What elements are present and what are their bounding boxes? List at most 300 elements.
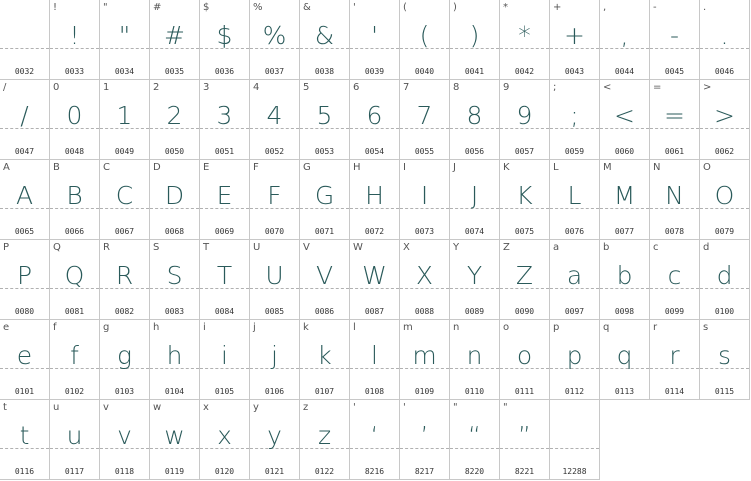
glyph-sample: B bbox=[66, 181, 83, 210]
glyph-sample: 7 bbox=[416, 101, 433, 130]
glyph-code: 0113 bbox=[614, 387, 635, 396]
glyph-label: ' bbox=[353, 2, 356, 13]
glyph-cell bbox=[150, 80, 200, 160]
glyph-cell bbox=[250, 0, 300, 80]
glyph-sample: c bbox=[667, 261, 682, 290]
glyph-label: l bbox=[353, 322, 356, 333]
glyph-sample: e bbox=[16, 341, 33, 370]
glyph-label: / bbox=[3, 82, 7, 93]
glyph-code: 0067 bbox=[114, 227, 135, 236]
glyph-label: 9 bbox=[503, 82, 510, 93]
glyph-cell bbox=[0, 160, 50, 240]
glyph-label: H bbox=[353, 162, 361, 173]
glyph-code: 0101 bbox=[14, 387, 35, 396]
glyph-label: X bbox=[403, 242, 410, 253]
glyph-label: ' bbox=[403, 402, 406, 413]
glyph-sample: " bbox=[118, 21, 131, 50]
glyph-label: 2 bbox=[153, 82, 160, 93]
glyph-label: Q bbox=[53, 242, 61, 253]
glyph-cell bbox=[200, 400, 250, 480]
glyph-cell bbox=[0, 400, 50, 480]
glyph-cell bbox=[150, 160, 200, 240]
glyph-cell bbox=[300, 80, 350, 160]
glyph-cell bbox=[350, 240, 400, 320]
glyph-cell bbox=[400, 80, 450, 160]
glyph-sample: * bbox=[518, 21, 531, 50]
glyph-code: 0090 bbox=[514, 307, 535, 316]
glyph-code: 0107 bbox=[314, 387, 335, 396]
glyph-label: e bbox=[3, 322, 10, 333]
glyph-cell bbox=[250, 80, 300, 160]
glyph-cell bbox=[550, 240, 600, 320]
glyph-code: 0046 bbox=[714, 67, 735, 76]
glyph-sample: 4 bbox=[266, 101, 283, 130]
glyph-label: N bbox=[653, 162, 661, 173]
glyph-code: 0114 bbox=[664, 387, 685, 396]
glyph-code: 0071 bbox=[314, 227, 335, 236]
glyph-label: a bbox=[553, 242, 560, 253]
glyph-label: V bbox=[303, 242, 310, 253]
glyph-cell bbox=[600, 240, 650, 320]
glyph-sample: q bbox=[616, 341, 633, 370]
glyph-code: 0083 bbox=[164, 307, 185, 316]
glyph-label: 3 bbox=[203, 82, 210, 93]
glyph-code: 0081 bbox=[64, 307, 85, 316]
glyph-sample: G bbox=[314, 181, 335, 210]
glyph-sample: a bbox=[566, 261, 583, 290]
glyph-sample: s bbox=[717, 341, 732, 370]
glyph-code: 0111 bbox=[514, 387, 535, 396]
glyph-cell bbox=[300, 400, 350, 480]
glyph-sample: V bbox=[315, 261, 334, 290]
glyph-sample: t bbox=[19, 421, 30, 450]
glyph-code: 8221 bbox=[514, 467, 535, 476]
glyph-label: ' bbox=[353, 402, 356, 413]
glyph-label: J bbox=[453, 162, 456, 173]
glyph-label: 6 bbox=[353, 82, 360, 93]
glyph-cell bbox=[600, 160, 650, 240]
glyph-code: 0060 bbox=[614, 147, 635, 156]
glyph-sample: f bbox=[70, 341, 79, 370]
glyph-label: i bbox=[203, 322, 206, 333]
glyph-sample: > bbox=[714, 101, 735, 130]
glyph-cell bbox=[50, 0, 100, 80]
glyph-sample: # bbox=[164, 21, 185, 50]
glyph-cell bbox=[250, 160, 300, 240]
glyph-code: 0068 bbox=[164, 227, 185, 236]
glyph-sample: x bbox=[217, 421, 232, 450]
glyph-cell bbox=[50, 400, 100, 480]
glyph-code: 0073 bbox=[414, 227, 435, 236]
glyph-cell bbox=[500, 160, 550, 240]
glyph-cell bbox=[200, 0, 250, 80]
glyph-code: 0040 bbox=[414, 67, 435, 76]
glyph-code: 0049 bbox=[114, 147, 135, 156]
glyph-sample: h bbox=[166, 341, 183, 370]
glyph-label: " bbox=[503, 402, 508, 413]
glyph-sample bbox=[550, 418, 599, 454]
glyph-cell bbox=[550, 0, 600, 80]
glyph-sample: / bbox=[20, 101, 29, 130]
glyph-sample: K bbox=[516, 181, 533, 210]
glyph-label: Y bbox=[453, 242, 460, 253]
glyph-sample: - bbox=[669, 21, 680, 50]
glyph-code: 0117 bbox=[64, 467, 85, 476]
glyph-sample: H bbox=[365, 181, 384, 210]
glyph-sample: = bbox=[664, 101, 685, 130]
glyph-cell bbox=[450, 320, 500, 400]
glyph-cell bbox=[200, 80, 250, 160]
glyph-code: 0051 bbox=[214, 147, 235, 156]
glyph-code: 0098 bbox=[614, 307, 635, 316]
glyph-cell bbox=[200, 320, 250, 400]
glyph-label: q bbox=[603, 322, 610, 333]
glyph-cell bbox=[400, 400, 450, 480]
glyph-code: 0070 bbox=[264, 227, 285, 236]
glyph-label: h bbox=[153, 322, 160, 333]
glyph-label: > bbox=[703, 82, 712, 93]
glyph-cell bbox=[300, 0, 350, 80]
glyph-sample: ' bbox=[371, 21, 378, 50]
glyph-sample: k bbox=[317, 341, 332, 370]
glyph-label: # bbox=[153, 2, 162, 13]
glyph-label: = bbox=[653, 82, 662, 93]
glyph-label: L bbox=[553, 162, 559, 173]
glyph-cell bbox=[550, 80, 600, 160]
glyph-code: 0032 bbox=[14, 67, 35, 76]
glyph-label: $ bbox=[203, 2, 210, 13]
glyph-label: d bbox=[703, 242, 710, 253]
glyph-cell bbox=[150, 400, 200, 480]
glyph-sample: E bbox=[216, 181, 233, 210]
glyph-label: 1 bbox=[103, 82, 110, 93]
glyph-label: r bbox=[653, 322, 658, 333]
glyph-label: T bbox=[203, 242, 210, 253]
glyph-cell bbox=[350, 400, 400, 480]
glyph-code: 0055 bbox=[414, 147, 435, 156]
glyph-sample: F bbox=[267, 181, 282, 210]
glyph-code: 8216 bbox=[364, 467, 385, 476]
glyph-code: 0072 bbox=[364, 227, 385, 236]
glyph-sample: 2 bbox=[166, 101, 183, 130]
glyph-code: 0102 bbox=[64, 387, 85, 396]
glyph-cell bbox=[500, 320, 550, 400]
glyph-label: 7 bbox=[403, 82, 410, 93]
glyph-cell bbox=[0, 320, 50, 400]
glyph-sample: b bbox=[616, 261, 633, 290]
glyph-sample bbox=[0, 18, 49, 54]
glyph-cell bbox=[550, 400, 600, 480]
glyph-cell bbox=[200, 240, 250, 320]
glyph-cell bbox=[100, 160, 150, 240]
glyph-label: y bbox=[253, 402, 259, 413]
glyph-label: j bbox=[253, 322, 256, 333]
glyph-label: % bbox=[253, 2, 263, 13]
glyph-code: 0053 bbox=[314, 147, 335, 156]
glyph-code: 8217 bbox=[414, 467, 435, 476]
glyph-cell bbox=[250, 400, 300, 480]
glyph-sample: J bbox=[470, 181, 479, 210]
glyph-label: m bbox=[403, 322, 413, 333]
glyph-code: 0065 bbox=[14, 227, 35, 236]
glyph-label: O bbox=[703, 162, 711, 173]
glyph-code: 0089 bbox=[464, 307, 485, 316]
glyph-cell bbox=[550, 320, 600, 400]
glyph-label: C bbox=[103, 162, 110, 173]
glyph-sample: z bbox=[317, 421, 332, 450]
glyph-label: & bbox=[303, 2, 311, 13]
glyph-cell bbox=[650, 160, 700, 240]
glyph-sample: T bbox=[216, 261, 233, 290]
glyph-sample: A bbox=[15, 181, 34, 210]
glyph-sample: W bbox=[362, 261, 387, 290]
glyph-cell bbox=[250, 240, 300, 320]
glyph-cell bbox=[650, 80, 700, 160]
glyph-sample: 8 bbox=[466, 101, 483, 130]
glyph-label: 5 bbox=[303, 82, 310, 93]
glyph-code: 0100 bbox=[714, 307, 735, 316]
glyph-label: z bbox=[303, 402, 309, 413]
glyph-label: . bbox=[703, 2, 707, 13]
glyph-code: 0045 bbox=[664, 67, 685, 76]
glyph-label: t bbox=[3, 402, 7, 413]
glyph-code: 0074 bbox=[464, 227, 485, 236]
glyph-cell bbox=[450, 160, 500, 240]
glyph-code: 12288 bbox=[562, 467, 587, 476]
glyph-sample: & bbox=[314, 21, 335, 50]
glyph-cell bbox=[350, 80, 400, 160]
glyph-sample: U bbox=[265, 261, 284, 290]
glyph-label: s bbox=[703, 322, 709, 333]
glyph-code: 0086 bbox=[314, 307, 335, 316]
glyph-sample: , bbox=[620, 21, 629, 50]
glyph-sample: 9 bbox=[516, 101, 533, 130]
glyph-code: 0075 bbox=[514, 227, 535, 236]
glyph-code: 0097 bbox=[564, 307, 585, 316]
glyph-cell bbox=[400, 320, 450, 400]
glyph-cell bbox=[650, 320, 700, 400]
glyph-sample: m bbox=[412, 341, 437, 370]
glyph-cell bbox=[400, 160, 450, 240]
glyph-label: K bbox=[503, 162, 510, 173]
glyph-cell bbox=[100, 80, 150, 160]
glyph-code: 0088 bbox=[414, 307, 435, 316]
glyph-label: A bbox=[3, 162, 10, 173]
glyph-sample: I bbox=[420, 181, 429, 210]
glyph-sample: L bbox=[567, 181, 582, 210]
glyph-code: 0076 bbox=[564, 227, 585, 236]
glyph-cell bbox=[450, 240, 500, 320]
glyph-code: 0061 bbox=[664, 147, 685, 156]
glyph-sample: O bbox=[714, 181, 735, 210]
glyph-sample: M bbox=[613, 181, 636, 210]
glyph-label: x bbox=[203, 402, 209, 413]
glyph-cell bbox=[500, 0, 550, 80]
glyph-sample: < bbox=[614, 101, 635, 130]
glyph-sample: % bbox=[262, 21, 287, 50]
glyph-label: u bbox=[53, 402, 60, 413]
glyph-label: - bbox=[653, 2, 657, 13]
glyph-label: Z bbox=[503, 242, 510, 253]
glyph-label: D bbox=[153, 162, 161, 173]
glyph-code: 0115 bbox=[714, 387, 735, 396]
glyph-label: ! bbox=[53, 2, 58, 13]
glyph-label: F bbox=[253, 162, 259, 173]
glyph-sample: ! bbox=[69, 21, 80, 50]
glyph-sample: + bbox=[564, 21, 585, 50]
glyph-cell bbox=[350, 0, 400, 80]
glyph-sample: ’ bbox=[420, 421, 429, 450]
glyph-code: 0050 bbox=[164, 147, 185, 156]
glyph-label: " bbox=[103, 2, 108, 13]
glyph-cell bbox=[600, 0, 650, 80]
glyph-sample: D bbox=[164, 181, 185, 210]
glyph-cell bbox=[700, 80, 750, 160]
glyph-sample: u bbox=[66, 421, 83, 450]
glyph-cell bbox=[100, 240, 150, 320]
glyph-code: 0047 bbox=[14, 147, 35, 156]
glyph-cell bbox=[50, 160, 100, 240]
glyph-code: 0077 bbox=[614, 227, 635, 236]
glyph-cell bbox=[600, 320, 650, 400]
glyph-cell bbox=[300, 320, 350, 400]
glyph-label: * bbox=[503, 2, 508, 13]
glyph-code: 0118 bbox=[114, 467, 135, 476]
glyph-code: 0099 bbox=[664, 307, 685, 316]
glyph-cell bbox=[350, 320, 400, 400]
glyph-label: ; bbox=[553, 82, 557, 93]
glyph-label: , bbox=[603, 2, 607, 13]
glyph-sample: v bbox=[117, 421, 132, 450]
glyph-code: 0044 bbox=[614, 67, 635, 76]
glyph-cell bbox=[500, 400, 550, 480]
glyph-sample: P bbox=[16, 261, 33, 290]
glyph-code: 0109 bbox=[414, 387, 435, 396]
glyph-sample: n bbox=[466, 341, 483, 370]
glyph-label: o bbox=[503, 322, 510, 333]
glyph-code: 0106 bbox=[264, 387, 285, 396]
glyph-sample: p bbox=[566, 341, 583, 370]
glyph-cell bbox=[400, 0, 450, 80]
glyph-cell bbox=[400, 240, 450, 320]
glyph-code: 0059 bbox=[564, 147, 585, 156]
glyph-code: 0110 bbox=[464, 387, 485, 396]
glyph-label: w bbox=[153, 402, 162, 413]
glyph-sample: i bbox=[221, 341, 228, 370]
glyph-cell bbox=[650, 0, 700, 80]
glyph-cell bbox=[600, 80, 650, 160]
glyph-sample: C bbox=[115, 181, 134, 210]
glyph-code: 0108 bbox=[364, 387, 385, 396]
glyph-sample: ‘ bbox=[370, 421, 379, 450]
glyph-cell bbox=[700, 240, 750, 320]
glyph-code: 0054 bbox=[364, 147, 385, 156]
glyph-sample: 1 bbox=[116, 101, 133, 130]
glyph-cell bbox=[0, 0, 50, 80]
glyph-cell bbox=[350, 160, 400, 240]
glyph-label: " bbox=[453, 402, 458, 413]
glyph-code: 0036 bbox=[214, 67, 235, 76]
glyph-sample: Z bbox=[515, 261, 534, 290]
glyph-code: 0122 bbox=[314, 467, 335, 476]
glyph-cell bbox=[100, 400, 150, 480]
glyph-label: U bbox=[253, 242, 261, 253]
glyph-sample: y bbox=[267, 421, 282, 450]
glyph-sample: 6 bbox=[366, 101, 383, 130]
glyph-code: 0066 bbox=[64, 227, 85, 236]
glyph-label: b bbox=[603, 242, 610, 253]
glyph-cell bbox=[50, 320, 100, 400]
glyph-code: 0033 bbox=[64, 67, 85, 76]
glyph-code: 0121 bbox=[264, 467, 285, 476]
glyph-cell bbox=[650, 240, 700, 320]
glyph-cell bbox=[150, 0, 200, 80]
glyph-code: 0103 bbox=[114, 387, 135, 396]
glyph-code: 8220 bbox=[464, 467, 485, 476]
glyph-sample: 3 bbox=[216, 101, 233, 130]
glyph-sample: ( bbox=[419, 21, 430, 50]
glyph-code: 0084 bbox=[214, 307, 235, 316]
glyph-cell bbox=[500, 240, 550, 320]
glyph-label: S bbox=[153, 242, 160, 253]
glyph-label: c bbox=[653, 242, 659, 253]
glyph-label: g bbox=[103, 322, 110, 333]
glyph-cell bbox=[200, 160, 250, 240]
glyph-sample: ; bbox=[570, 101, 579, 130]
glyph-sample: o bbox=[516, 341, 533, 370]
glyph-code: 0043 bbox=[564, 67, 585, 76]
glyph-code: 0080 bbox=[14, 307, 35, 316]
glyph-label: k bbox=[303, 322, 309, 333]
glyph-cell bbox=[450, 80, 500, 160]
glyph-label: + bbox=[553, 2, 562, 13]
glyph-sample: Y bbox=[466, 261, 483, 290]
glyph-sample: r bbox=[669, 341, 680, 370]
glyph-sample: S bbox=[166, 261, 183, 290]
glyph-cell bbox=[150, 320, 200, 400]
glyph-code: 0079 bbox=[714, 227, 735, 236]
glyph-cell bbox=[550, 160, 600, 240]
glyph-cell bbox=[50, 240, 100, 320]
glyph-code: 0038 bbox=[314, 67, 335, 76]
glyph-code: 0062 bbox=[714, 147, 735, 156]
glyph-cell bbox=[450, 400, 500, 480]
glyph-cell bbox=[0, 80, 50, 160]
glyph-code: 0087 bbox=[364, 307, 385, 316]
glyph-label: E bbox=[203, 162, 210, 173]
glyph-label: P bbox=[3, 242, 10, 253]
glyph-code: 0056 bbox=[464, 147, 485, 156]
glyph-cell bbox=[500, 80, 550, 160]
glyph-cell bbox=[150, 240, 200, 320]
glyph-cell bbox=[700, 160, 750, 240]
glyph-cell bbox=[700, 0, 750, 80]
glyph-label: W bbox=[353, 242, 363, 253]
glyph-sample: g bbox=[116, 341, 132, 370]
glyph-code: 0119 bbox=[164, 467, 185, 476]
glyph-sample: X bbox=[415, 261, 434, 290]
glyph-code: 0037 bbox=[264, 67, 285, 76]
glyph-code: 0069 bbox=[214, 227, 235, 236]
glyph-label: I bbox=[403, 162, 406, 173]
glyph-code: 0041 bbox=[464, 67, 485, 76]
glyph-sample: j bbox=[271, 341, 278, 370]
glyph-sample: w bbox=[164, 421, 185, 450]
glyph-code: 0112 bbox=[564, 387, 585, 396]
glyph-cell bbox=[100, 320, 150, 400]
glyph-code: 0104 bbox=[164, 387, 185, 396]
glyph-label: ( bbox=[403, 2, 407, 13]
